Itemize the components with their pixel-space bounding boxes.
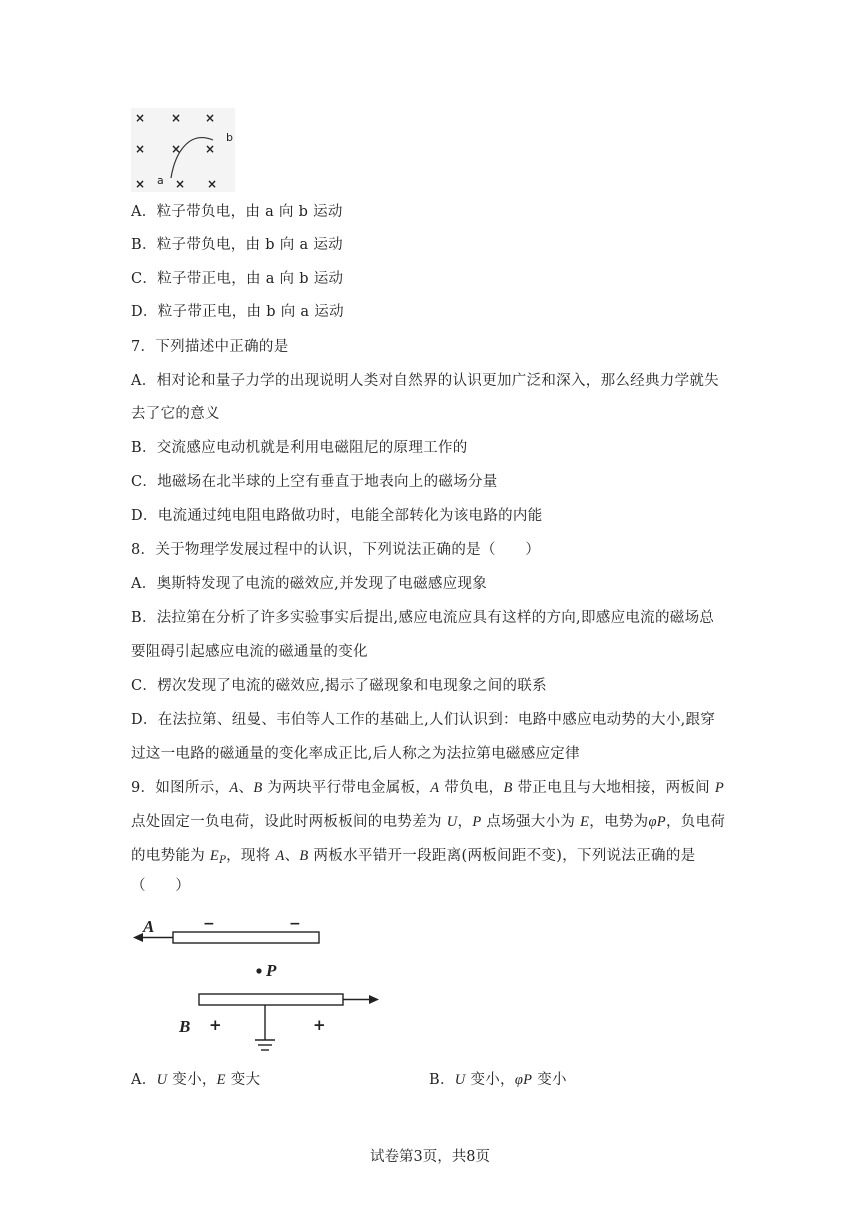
plate-a-label: A <box>143 917 155 936</box>
cross-mark: × <box>205 111 216 125</box>
q7-option-a-line2: 去了它的意义 <box>131 406 220 422</box>
cross-mark: × <box>175 177 186 191</box>
q6-option-d: D．粒子带正电，由 b 向 a 运动 <box>131 304 344 320</box>
q7-option-c: C．地磁场在北半球的上空有垂直于地表向上的磁场分量 <box>131 474 498 490</box>
q9-stem-line4: （ ） <box>131 878 191 894</box>
q8-option-d-line1: D．在法拉第、纽曼、韦伯等人工作的基础上,人们认识到：电路中感应电动势的大小,跟穿 <box>131 712 716 728</box>
cross-mark: × <box>135 111 146 125</box>
point-a-label: a <box>157 174 164 187</box>
arrow-right-icon <box>369 995 379 1004</box>
q9-option-a: A．U 变小，E 变大 <box>131 1072 261 1088</box>
q8-option-d-line2: 过这一电路的磁通量的变化率成正比,后人称之为法拉第电磁感应定律 <box>131 746 580 762</box>
plate-b-label: B <box>179 1017 191 1036</box>
q7-option-b: B．交流感应电动机就是利用电磁阻尼的原理工作的 <box>131 440 468 456</box>
point-p-label: P <box>266 961 277 980</box>
q6-option-b: B．粒子带负电，由 b 向 a 运动 <box>131 237 343 253</box>
q6-option-a: A．粒子带负电，由 a 向 b 运动 <box>131 204 343 220</box>
plus-sign: + <box>313 1016 326 1034</box>
q9-stem-line2: 点处固定一负电荷，设此时两板板间的电势差为 U，P 点场强大小为 E，电势为φP，负电荷 <box>131 814 726 830</box>
point-p-dot <box>256 968 261 973</box>
plate-b <box>199 994 343 1005</box>
minus-sign: − <box>289 916 301 932</box>
minus-sign: − <box>203 916 215 932</box>
magnetic-field-figure <box>131 108 235 192</box>
ground-icon <box>255 1005 275 1050</box>
cross-mark: × <box>205 142 216 156</box>
plate-a <box>173 932 319 943</box>
cross-mark: × <box>171 142 182 156</box>
q8-option-b-line2: 要阻碍引起感应电流的磁通量的变化 <box>131 644 368 660</box>
q6-option-c: C．粒子带正电，由 a 向 b 运动 <box>131 271 344 287</box>
q8-option-b-line1: B．法拉第在分析了许多实验事实后提出,感应电流应具有这样的方向,即感应电流的磁场总 <box>131 610 715 626</box>
field-cross-marks <box>135 111 217 191</box>
q8-option-c: C．楞次发现了电流的磁效应,揭示了磁现象和电现象之间的联系 <box>131 678 547 694</box>
cross-mark: × <box>171 111 182 125</box>
q8-stem: 8．关于物理学发展过程中的认识，下列说法正确的是（ ） <box>131 542 541 558</box>
q7-option-a-line1: A．相对论和量子力学的出现说明人类对自然界的认识更加广泛和深入，那么经典力学就失 <box>131 373 719 389</box>
q7-option-d: D．电流通过纯电阻电路做功时，电能全部转化为该电路的内能 <box>131 508 543 524</box>
q8-option-a: A．奥斯特发现了电流的磁效应,并发现了电磁感应现象 <box>131 576 488 592</box>
q7-stem: 7．下列描述中正确的是 <box>131 339 289 355</box>
q9-stem-line1: 9．如图所示，A、B 为两块平行带电金属板，A 带负电，B 带正电且与大地相接，两板间 P <box>131 780 725 796</box>
plus-sign: + <box>209 1016 222 1034</box>
arrow-left-icon <box>133 933 143 942</box>
q9-stem-line3: 的电势能为 $E_P$，现将 A、B 两板水平错开一段距离(两板间距不变)，下列说法正确的是 <box>131 848 696 866</box>
point-b-label: b <box>226 131 233 144</box>
q9-option-b: B．U 变小，φP 变小 <box>429 1072 567 1088</box>
cross-mark: × <box>135 142 146 156</box>
cross-mark: × <box>135 177 146 191</box>
cross-mark: × <box>207 177 218 191</box>
page-footer: 试卷第3页，共8页 <box>370 1149 490 1165</box>
parallel-plates-figure <box>131 908 381 1056</box>
